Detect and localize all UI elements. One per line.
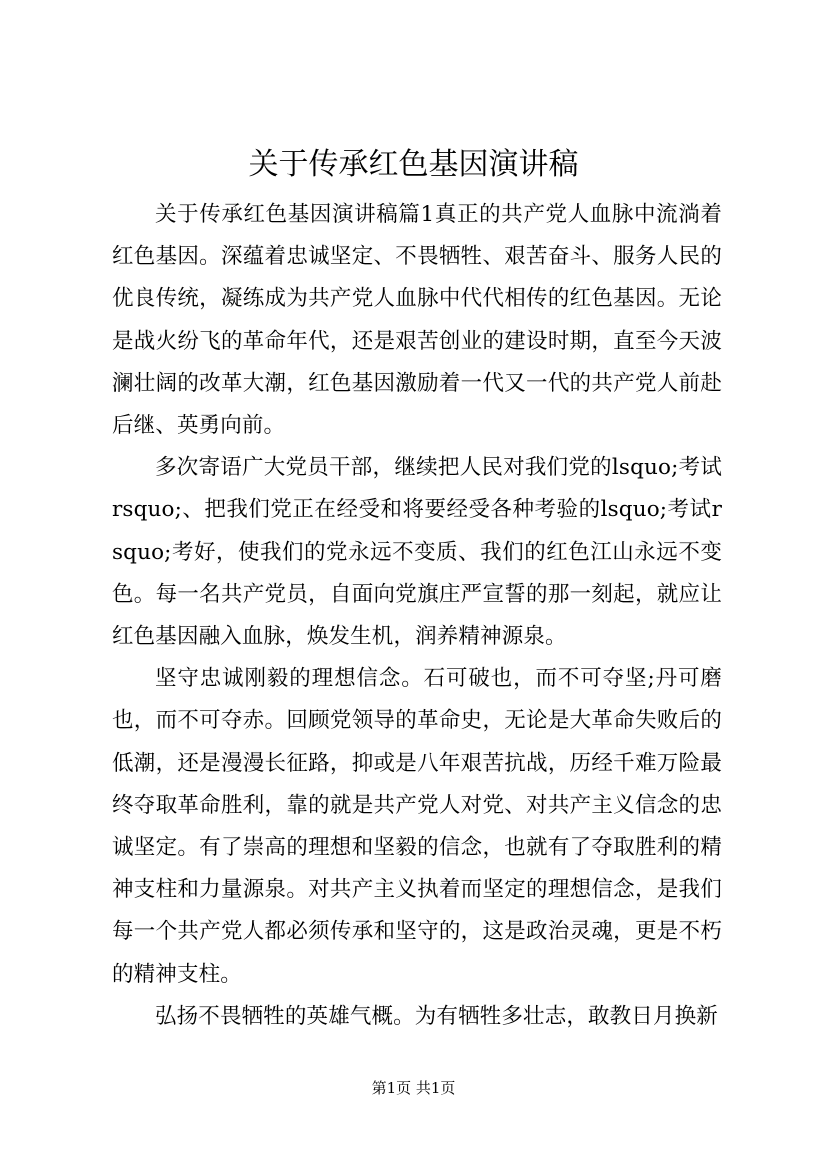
page-footer: 第1页 共1页 [371,1079,456,1097]
paragraph-2: 多次寄语广大党员干部，继续把人民对我们党的lsquo;考试rsquo;、把我们党正在经受和将要经受各种考验的lsquo;考试rsquo;考好，使我们的党永远不变质、我们的红色江山永远不变色。每一名共产党员，自面向党旗庄严宣誓的那一刻起，就应让红色基因融入血脉，焕发生机，润养精神源泉。 [112,455,722,650]
document-title: 关于传承红色基因演讲稿 [248,147,579,182]
document-body [112,194,722,1038]
paragraph-3: 坚守忠诚刚毅的理想信念。石可破也，而不可夺坚;丹可磨也，而不可夺赤。回顾党领导的革命史，无论是大革命失败后的低潮，还是漫漫长征路，抑或是八年艰苦抗战，历经千难万险最终夺取革命胜利，靠的就是共产党人对党、对共产主义信念的忠诚坚定。有了崇高的理想和坚毅的信念，也就有了夺取胜利的精神支柱和力量源泉。对共产主义执着而坚定的理想信念，是我们每一个共产党人都必须传承和坚守的，这是政治灵魂，更是不朽的精神支柱。 [112,666,722,987]
paragraph-4: 弘扬不畏牺牲的英雄气概。为有牺牲多壮志，敢教日月换新 [155,1003,718,1029]
paragraph-1: 关于传承红色基因演讲稿篇1真正的共产党人血脉中流淌着红色基因。深蕴着忠诚坚定、不畏牺牲、艰苦奋斗、服务人民的优良传统，凝练成为共产党人血脉中代代相传的红色基因。无论是战火纷飞的革命年代，还是艰苦创业的建设时期，直至今天波澜壮阔的改革大潮，红色基因激励着一代又一代的共产党人前赴后继、英勇向前。 [112,202,722,439]
